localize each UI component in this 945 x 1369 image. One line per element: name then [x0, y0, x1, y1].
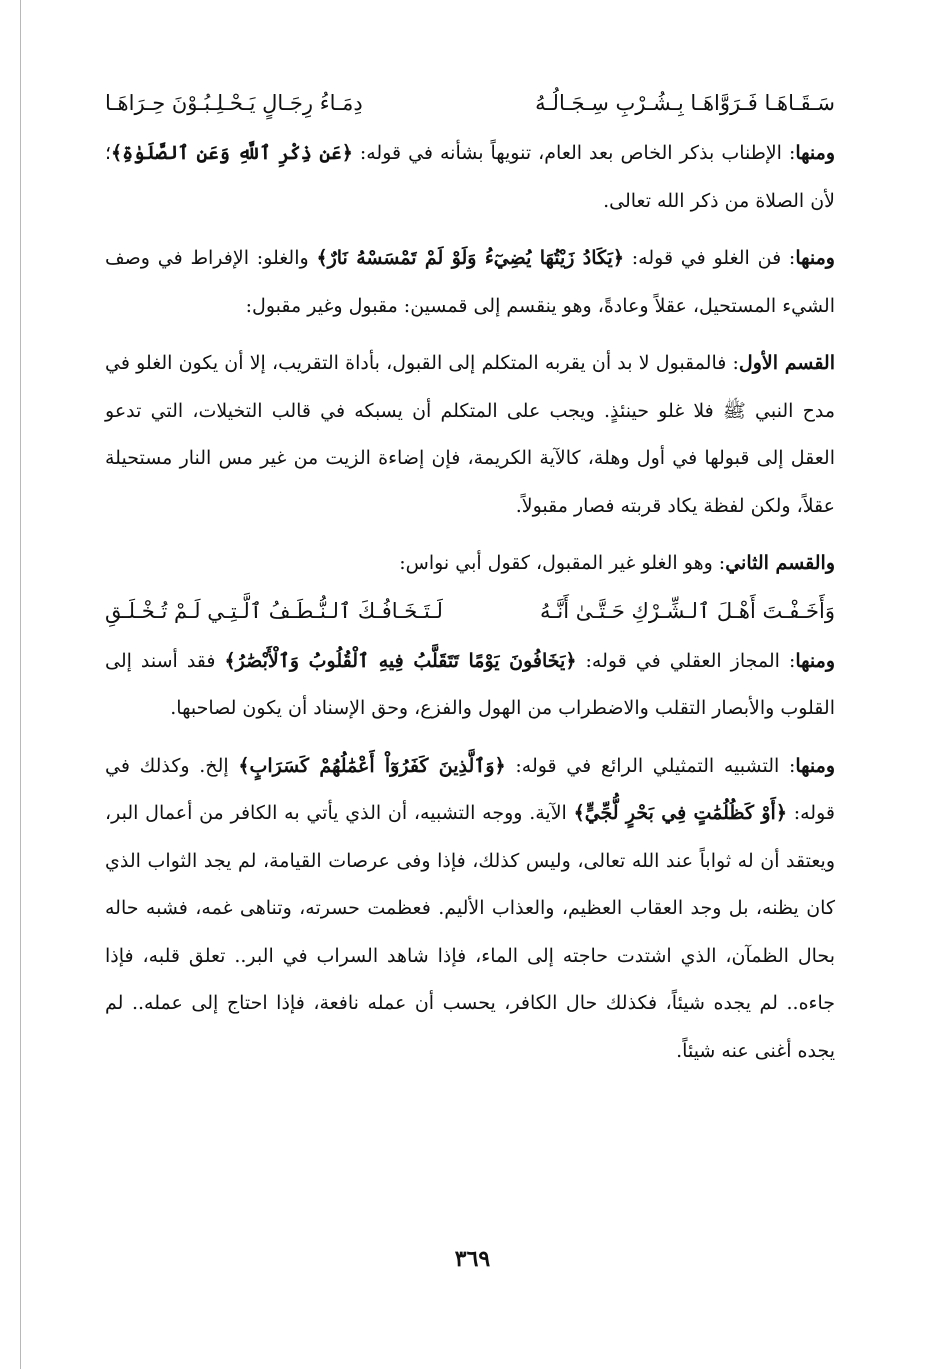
verse-2-second-hemistich: لَـتَـخَـافُـكَ ٱلـنُّـطَـفُ ٱلَّـتِـي لَـمْ تُـخْـلَـقِ — [105, 598, 443, 623]
paragraph-lead: القسم الأول — [738, 352, 836, 374]
paragraph-lead: ومنها — [795, 247, 835, 269]
quran-quote: ﴿عَن ذِكْرِ ٱللَّهِ وَعَنِ ٱلصَّلَوٰةِ﴾ — [111, 142, 353, 164]
quran-quote: ﴿أَوْ كَظُلُمَٰتٍ فِي بَحْرٍ لُّجِّيٍّ﴾ — [573, 802, 787, 824]
paragraph-text: ؛ لأن الصلاة من ذكر الله تعالى. — [105, 142, 835, 212]
paragraph-text: والغلو: الإفراط في وصف الشيء المستحيل، عقلاً وعادةً، وهو ينقسم إلى قمسين: مقبول وغير مقبول: — [105, 247, 835, 317]
verse-1-first-hemistich: سَـقَـاهَـا فَـرَوَّاهَـا بِـشُـرْبِ سِـجَـالُـهُ — [535, 91, 835, 115]
main-text — [105, 80, 835, 1075]
paragraph-first-section — [105, 340, 835, 530]
quran-quote: ﴿يَكَادُ زَيْتُهَا يُضِيٓءُ وَلَوْ لَمْ تَمْسَسْهُ نَارٌ﴾ — [316, 247, 624, 269]
paragraph-lead: ومنها — [795, 754, 835, 777]
paragraph-text: : وهو الغلو غير المقبول، كقول أبي نواس: — [399, 552, 726, 574]
verse-1-second-hemistich: دِمَـاءُ رِجَـالٍ يَـحْـلِـبُـوْنَ حِـرَاهَـا — [105, 91, 363, 115]
paragraph-lead: والقسم الثاني — [725, 552, 835, 574]
paragraph-text: : الإطناب بذكر الخاص بعد العام، تنويهاً بشأنه في قوله: — [352, 142, 796, 164]
poem-verse-2 — [105, 588, 835, 638]
paragraph-text: : فن الغلو في قوله: — [623, 247, 796, 269]
paragraph-rational-metaphor — [105, 638, 835, 733]
paragraph-representative-simile — [105, 743, 835, 1076]
paragraph-second-section — [105, 540, 835, 588]
page-number: ٣٦٩ — [454, 1246, 491, 1272]
paragraph-lead: ومنها — [795, 649, 835, 672]
paragraph-text: : فالمقبول لا بد أن يقربه المتكلم إلى القبول، بأداة التقريب، إلا أن يكون الغلو في مدح النبي ﷺ فلا غلو حينئذٍ. ويجب على المتكلم أن يسبكه في قالب التخيلات، التي تدعو العقل إلى قبولها في أول وهلة، كالآية الكريمة، فإن إضاءة الزيت من غير مس النار مستحيلة عقلاً، ولكن لفظة يكاد قربته فصار مقبولاً. — [105, 352, 835, 517]
paragraph-text: : التشبيه التمثيلي الرائع في قوله: — [505, 754, 796, 777]
verse-2-first-hemistich: وَأَخَـفْـتَ أَهْـلَ ٱلـشِّـرْكِ حَـتَّـىٰ أَنَّـهُ — [539, 598, 835, 623]
quran-quote: ﴿وَٱلَّذِينَ كَفَرُوٓاْ أَعْمَٰلُهُمْ كَسَرَابٍ﴾ — [238, 754, 506, 777]
paragraph-text: فقد أسند إلى القلوب والأبصار التقلب والاضطراب من الهول والفزع، وحق الإسناد أن يكون لصاحبها. — [105, 649, 835, 719]
paragraph-text: الآية. ووجه التشبيه، أن الذي يأتي به الكافر من أعمال البر، ويعتقد أن له ثواباً عند الله تعالى، وليس كذلك، فإذا وفى عرصات القيامة، لم يجد الثواب الذي كان يظنه، بل وجد العقاب العظيم، والعذاب الأليم. فعظمت حسرته، وتناهى غمه، فشبه حاله بحال الظمآن، الذي اشتدت حاجته إلى الماء، فإذا شاهد السراب في البر.. تعلق قلبه، فإذا جاءه.. لم يجده شيئاً، فكذلك حال الكافر، يحسب أن عمله نافعة، فإذا احتاج إلى عمله.. لم يجده أغنى عنه شيئاً. — [105, 802, 835, 1062]
paragraph-exaggeration — [105, 235, 835, 330]
paragraph-text: إلخ. وكذلك في قوله: — [105, 754, 835, 824]
paragraph-lead: ومنها — [795, 142, 835, 164]
page-edge-line — [20, 0, 21, 1369]
quran-quote: ﴿يَخَافُونَ يَوْمًا تَتَقَلَّبُ فِيهِ ٱلْقُلُوبُ وَٱلْأَبْصَٰرُ﴾ — [224, 649, 577, 672]
paragraph-specific-after-general — [105, 130, 835, 225]
paragraph-text: : المجاز العقلي في قوله: — [576, 649, 796, 672]
poem-verse-1 — [105, 80, 835, 130]
